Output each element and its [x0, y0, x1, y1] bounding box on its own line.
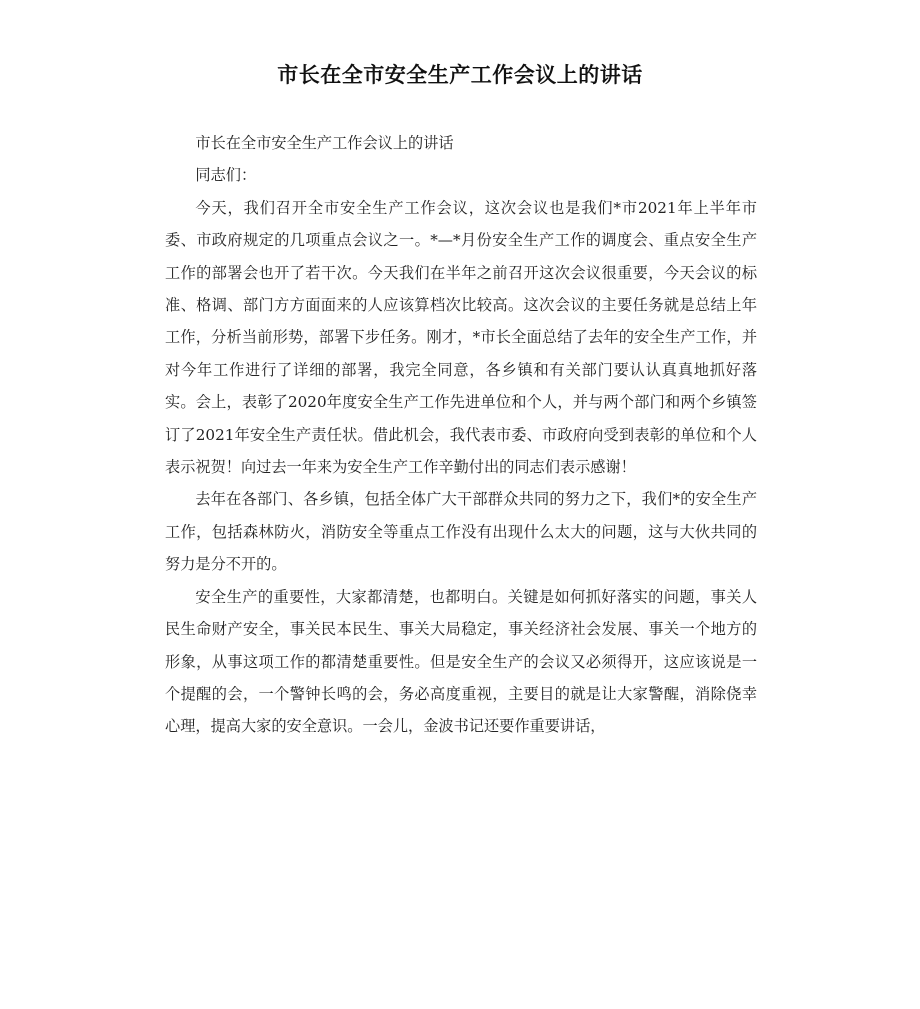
paragraph: 去年在各部门、各乡镇，包括全体广大干部群众共同的努力之下，我们*的安全生产工作，包括森林防火，消防安全等重点工作没有出现什么太大的问题，这与大伙共同的努力是分不开的。	[165, 490, 757, 574]
document-body	[165, 127, 757, 743]
paragraph-salutation: 同志们：	[195, 166, 257, 185]
document-title: 市长在全市安全生产工作会议上的讲话	[277, 63, 643, 87]
paragraph: 安全生产的重要性，大家都清楚，也都明白。关键是如何抓好落实的问题，事关人民生命财产安全，事关民本民生、事关大局稳定，事关经济社会发展、事关一个地方的形象，从事这项工作的都清楚重要性。但是安全生产的会议又必须得开，这应该说是一个提醒的会，一个警钟长鸣的会，务必高度重视，主要目的就是让大家警醒，消除侥幸心理，提高大家的安全意识。一会儿，金波书记还要作重要讲话，	[165, 587, 757, 736]
paragraph-heading: 市长在全市安全生产工作会议上的讲话	[195, 134, 454, 152]
paragraph: 今天，我们召开全市安全生产工作会议，这次会议也是我们*市2021年上半年市委、市政府规定的几项重点会议之一。*—*月份安全生产工作的调度会、重点安全生产工作的部署会也开了若干次。今天我们在半年之前召开这次会议很重要，今天会议的标准、格调、部门方方面面来的人应该算档次比较高。这次会议的主要任务就是总结上年工作，分析当前形势，部署下步任务。刚才，*市长全面总结了去年的安全生产工作，并对今年工作进行了详细的部署，我完全同意，各乡镇和有关部门要认认真真地抓好落实。会上，表彰了2020年度安全生产工作先进单位和个人，并与两个部门和两个乡镇签订了2021年安全生产责任状。借此机会，我代表市委、市政府向受到表彰的单位和个人表示祝贺！向过去一年来为安全生产工作辛勤付出的同志们表示感谢！	[165, 198, 757, 477]
